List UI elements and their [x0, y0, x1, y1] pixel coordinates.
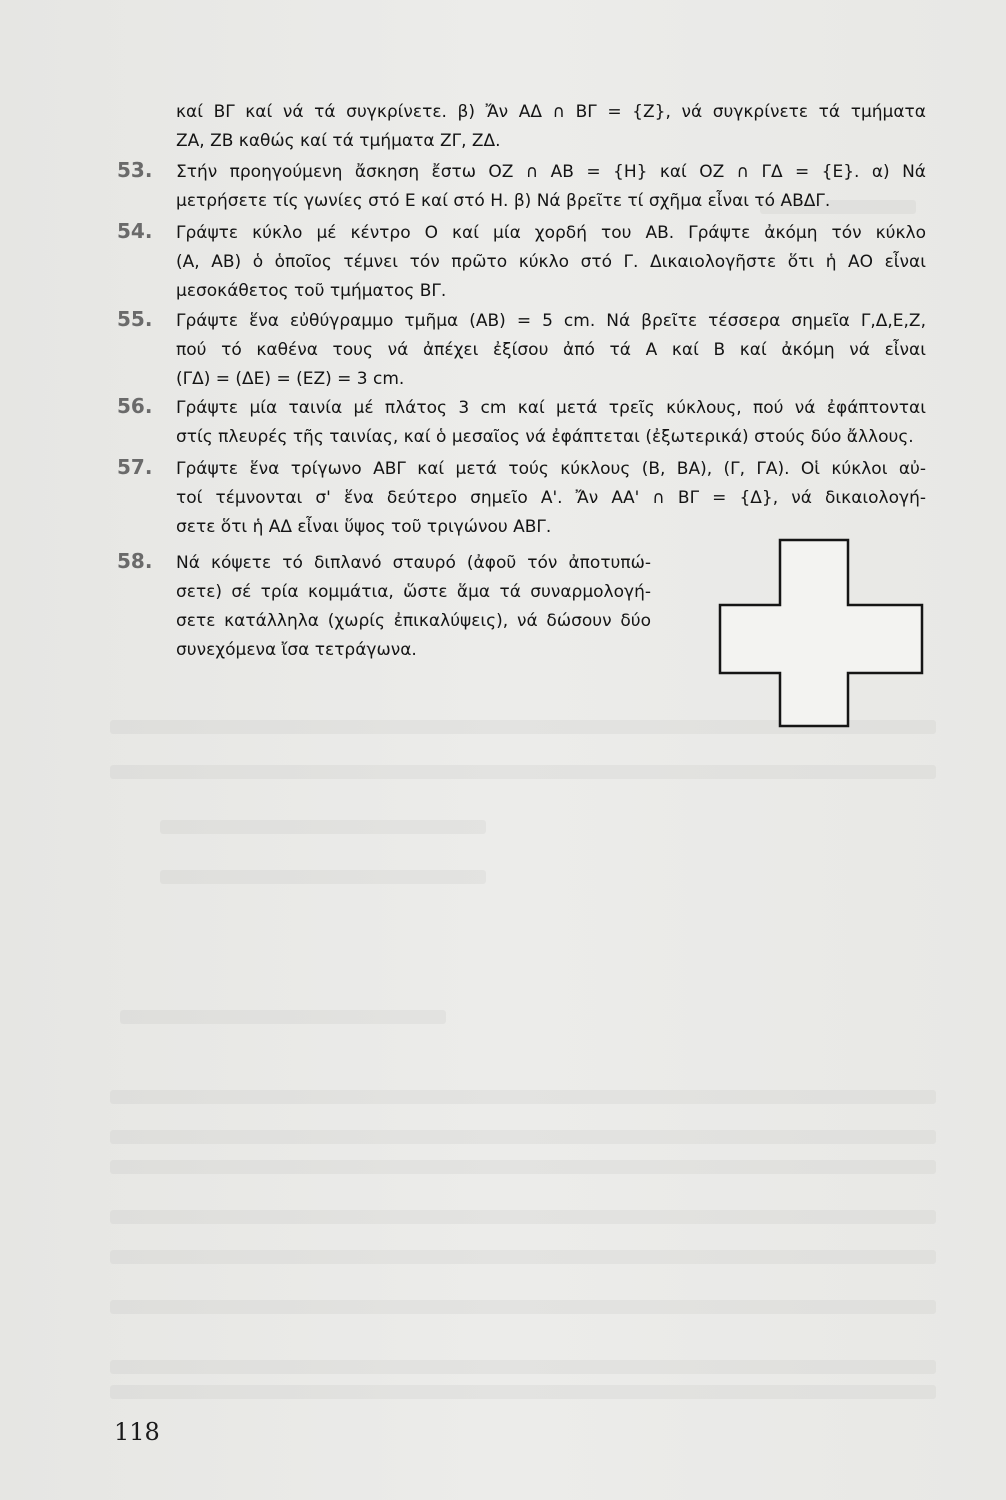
text-line: Γράψτε ἕνα τρίγωνο ΑΒΓ καί μετά τούς κύκλους (Β, ΒΑ), (Γ, ΓΑ). Οἱ κύκλοι αὐ- [176, 459, 926, 479]
text-line: ΖΑ, ΖΒ καθώς καί τά τμήματα ΖΓ, ΖΔ. [176, 131, 501, 151]
text-line: σετε ὅτι ἡ ΑΔ εἶναι ὕψος τοῦ τριγώνου ΑΒΓ. [176, 517, 552, 537]
exercise-text [176, 219, 926, 306]
text-line: Γράψτε μία ταινία μέ πλάτος 3 cm καί μετά τρεῖς κύκλους, πού νά ἐφάπτονται [176, 398, 926, 418]
exercise-number: 53. [117, 158, 153, 182]
text-line: συνεχόμενα ἴσα τετράγωνα. [176, 640, 417, 660]
text-line: Γράψτε ἕνα εὐθύγραμμο τμῆμα (ΑΒ) = 5 cm. Νά βρεῖτε τέσσερα σημεῖα Γ,Δ,Ε,Ζ, [176, 311, 926, 331]
exercise-number: 56. [117, 394, 153, 418]
exercise-text [176, 394, 926, 452]
text-line: στίς πλευρές τῆς ταινίας, καί ὁ μεσαῖος νά ἐφάπτεται (ἐξωτερικά) στούς δύο ἄλλους. [176, 427, 914, 447]
exercise-number: 55. [117, 307, 153, 331]
text-line: μεσοκάθετος τοῦ τμήματος ΒΓ. [176, 281, 447, 301]
exercise-number: 57. [117, 455, 153, 479]
text-line: Νά κόψετε τό διπλανό σταυρό (ἀφοῦ τόν ἀποτυπώ- [176, 553, 651, 573]
exercise-text [176, 98, 926, 156]
text-line: Γράψτε κύκλο μέ κέντρο Ο καί μία χορδή του ΑΒ. Γράψτε ἀκόμη τόν κύκλο [176, 223, 926, 243]
bleed-through-mark [110, 1130, 936, 1144]
cross-outline [720, 540, 922, 726]
bleed-through-mark [160, 820, 486, 834]
bleed-through-mark [110, 1160, 936, 1174]
text-line: Στήν προηγούμενη ἄσκηση ἔστω ΟΖ ∩ ΑΒ = {Η} καί ΟΖ ∩ ΓΔ = {Ε}. α) Νά [176, 162, 926, 182]
exercise-number: 54. [117, 219, 153, 243]
text-line: (Α, ΑΒ) ὁ ὁποῖος τέμνει τόν πρῶτο κύκλο στό Γ. Δικαιολογῆστε ὅτι ἡ ΑΟ εἶναι [176, 252, 926, 272]
text-line: σετε) σέ τρία κομμάτια, ὥστε ἅμα τά συναρμολογή- [176, 582, 651, 602]
bleed-through-mark [110, 1250, 936, 1264]
text-line: μετρήσετε τίς γωνίες στό Ε καί στό Η. β) Νά βρεῖτε τί σχῆμα εἶναι τό ΑΒΔΓ. [176, 191, 831, 211]
exercise-number: 58. [117, 549, 153, 573]
bleed-through-mark [110, 1300, 936, 1314]
bleed-through-mark [110, 1360, 936, 1374]
text-line: (ΓΔ) = (ΔΕ) = (ΕΖ) = 3 cm. [176, 369, 405, 389]
text-line: πού τό καθένα τους νά ἀπέχει ἐξίσου ἀπό τά Α καί Β καί ἀκόμη νά εἶναι [176, 340, 926, 360]
bleed-through-mark [110, 1090, 936, 1104]
exercise-text [176, 549, 651, 665]
exercise-text [176, 455, 926, 542]
bleed-through-mark [110, 1385, 936, 1399]
bleed-through-mark [110, 765, 936, 779]
exercise-text [176, 158, 926, 216]
bleed-through-mark [120, 1010, 446, 1024]
cross-shape-figure [718, 538, 924, 728]
text-line: τοί τέμνονται σ' ἕνα δεύτερο σημεῖο Α'. Ἄν ΑΑ' ∩ ΒΓ = {Δ}, νά δικαιολογή- [176, 488, 926, 508]
bleed-through-mark [160, 870, 486, 884]
bleed-through-mark [110, 1210, 936, 1224]
exercise-text [176, 307, 926, 394]
page-number: 118 [114, 1418, 160, 1446]
text-line: καί ΒΓ καί νά τά συγκρίνετε. β) Ἄν ΑΔ ∩ ΒΓ = {Ζ}, νά συγκρίνετε τά τμήματα [176, 102, 926, 122]
text-line: σετε κατάλληλα (χωρίς ἐπικαλύψεις), νά δώσουν δύο [176, 611, 651, 631]
